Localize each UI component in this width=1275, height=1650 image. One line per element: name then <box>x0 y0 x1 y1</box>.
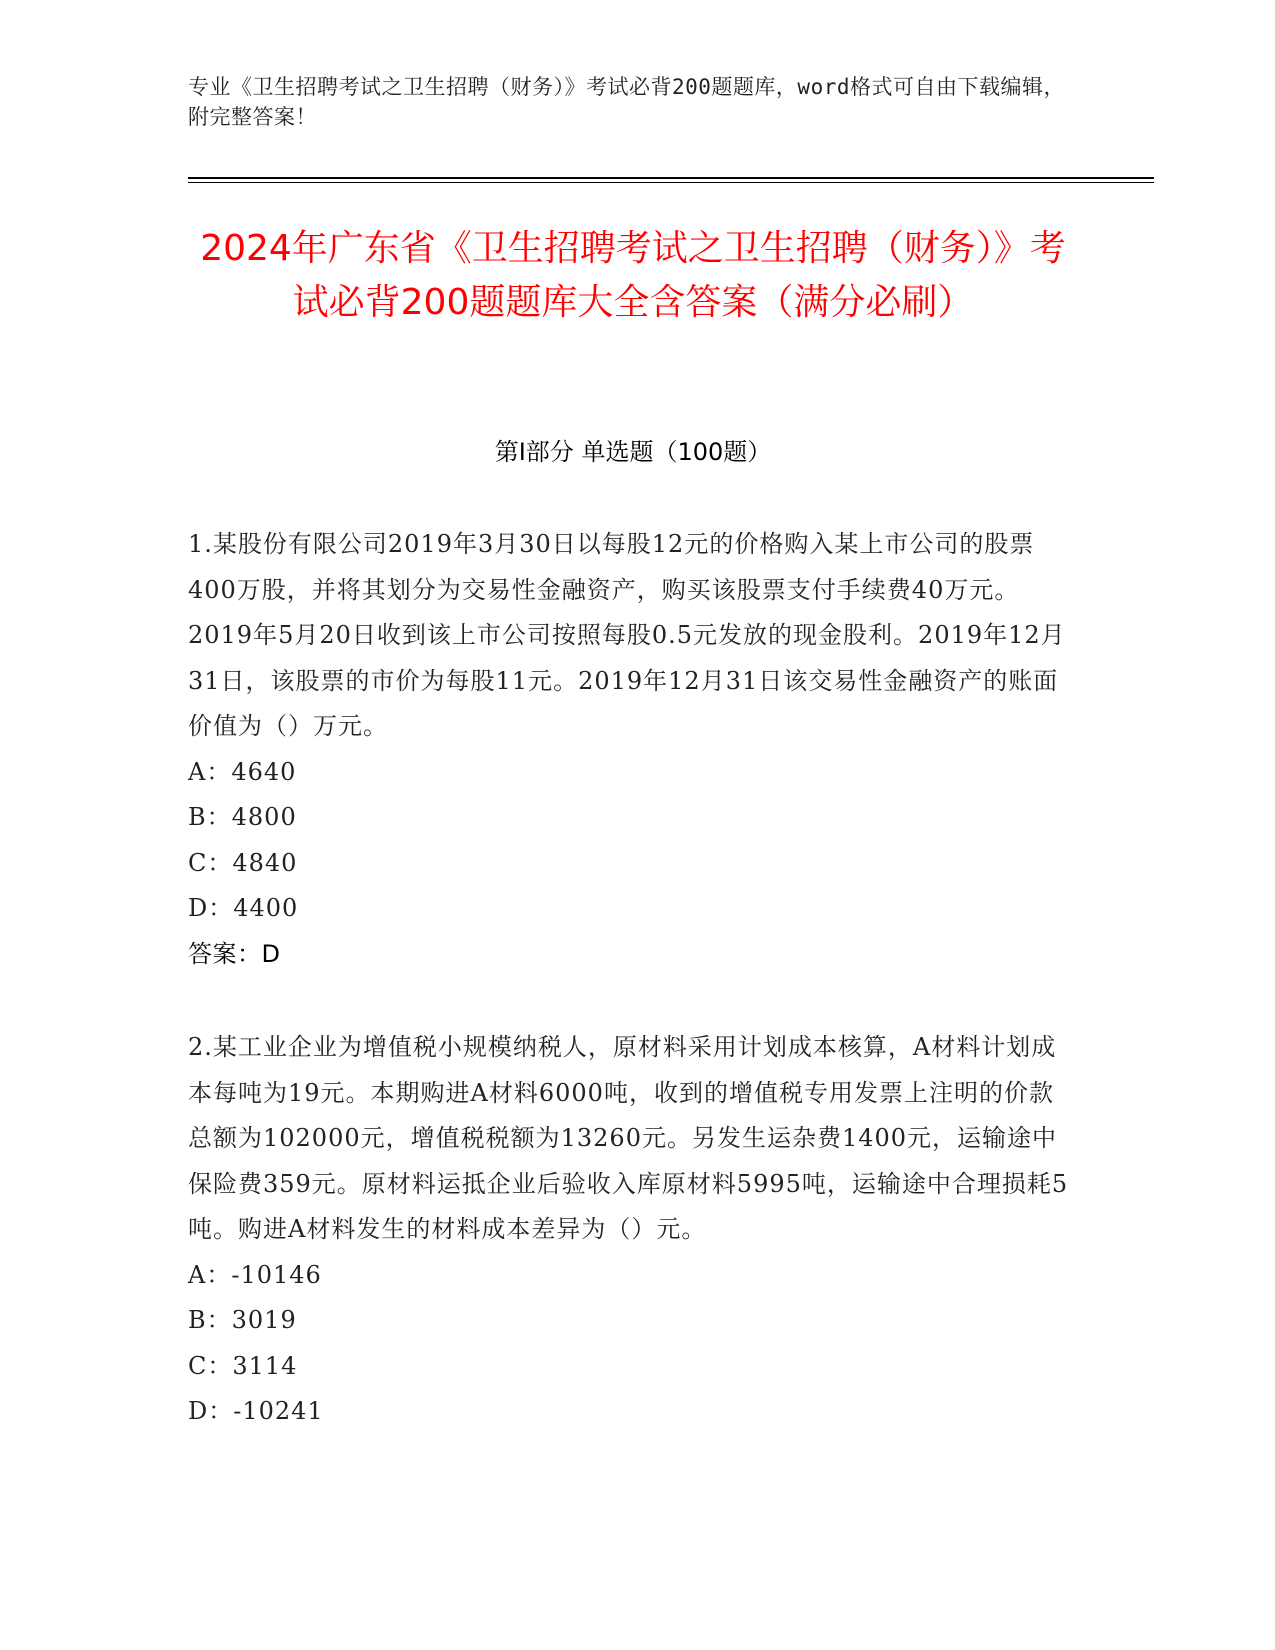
answer: 答案：D <box>188 939 281 968</box>
question-stem: 1.某股份有限公司2019年3月30日以每股12元的价格购入某上市公司的股票400万股，并将其划分为交易性金融资产，购买该股票支付手续费40万元。2019年5月20日收到该上市公司按照每股0.5元发放的现金股利。2019年12月31日，该股票的市价为每股11元。2019年12月31日该交易性金融资产的账面价值为（）万元。 <box>188 530 1066 740</box>
document-title: 2024年广东省《卫生招聘考试之卫生招聘（财务）》考试必背200题题库大全含答案（满分必刷） <box>200 228 1066 323</box>
question-1 <box>188 522 1078 977</box>
option-a: A：4640 <box>188 757 297 786</box>
section-heading: 第I部分 单选题（100题） <box>494 438 772 466</box>
question-2 <box>188 1025 1078 1435</box>
option-b: B：3019 <box>188 1306 297 1334</box>
option-c: C：3114 <box>188 1351 298 1380</box>
option-c: C：4840 <box>188 848 298 877</box>
option-d: D：4400 <box>188 894 299 922</box>
header-rule-thin <box>188 182 1154 183</box>
header-note: 专业《卫生招聘考试之卫生招聘（财务）》考试必背200题题库，word格式可自由下载编辑，附完整答案！ <box>188 75 1065 129</box>
option-b: B：4800 <box>188 803 297 831</box>
option-d: D：-10241 <box>188 1397 324 1425</box>
header-rule-thick <box>188 177 1154 179</box>
option-a: A：-10146 <box>188 1260 322 1289</box>
question-stem: 2.某工业企业为增值税小规模纳税人，原材料采用计划成本核算，A材料计划成本每吨为19元。本期购进A材料6000吨，收到的增值税专用发票上注明的价款总额为102000元，增值税税额为13260元。另发生运杂费1400元，运输途中保险费359元。原材料运抵企业后验收入库原材料5995吨，运输途中合理损耗5吨。购进A材料发生的材料成本差异为（）元。 <box>188 1033 1069 1243</box>
